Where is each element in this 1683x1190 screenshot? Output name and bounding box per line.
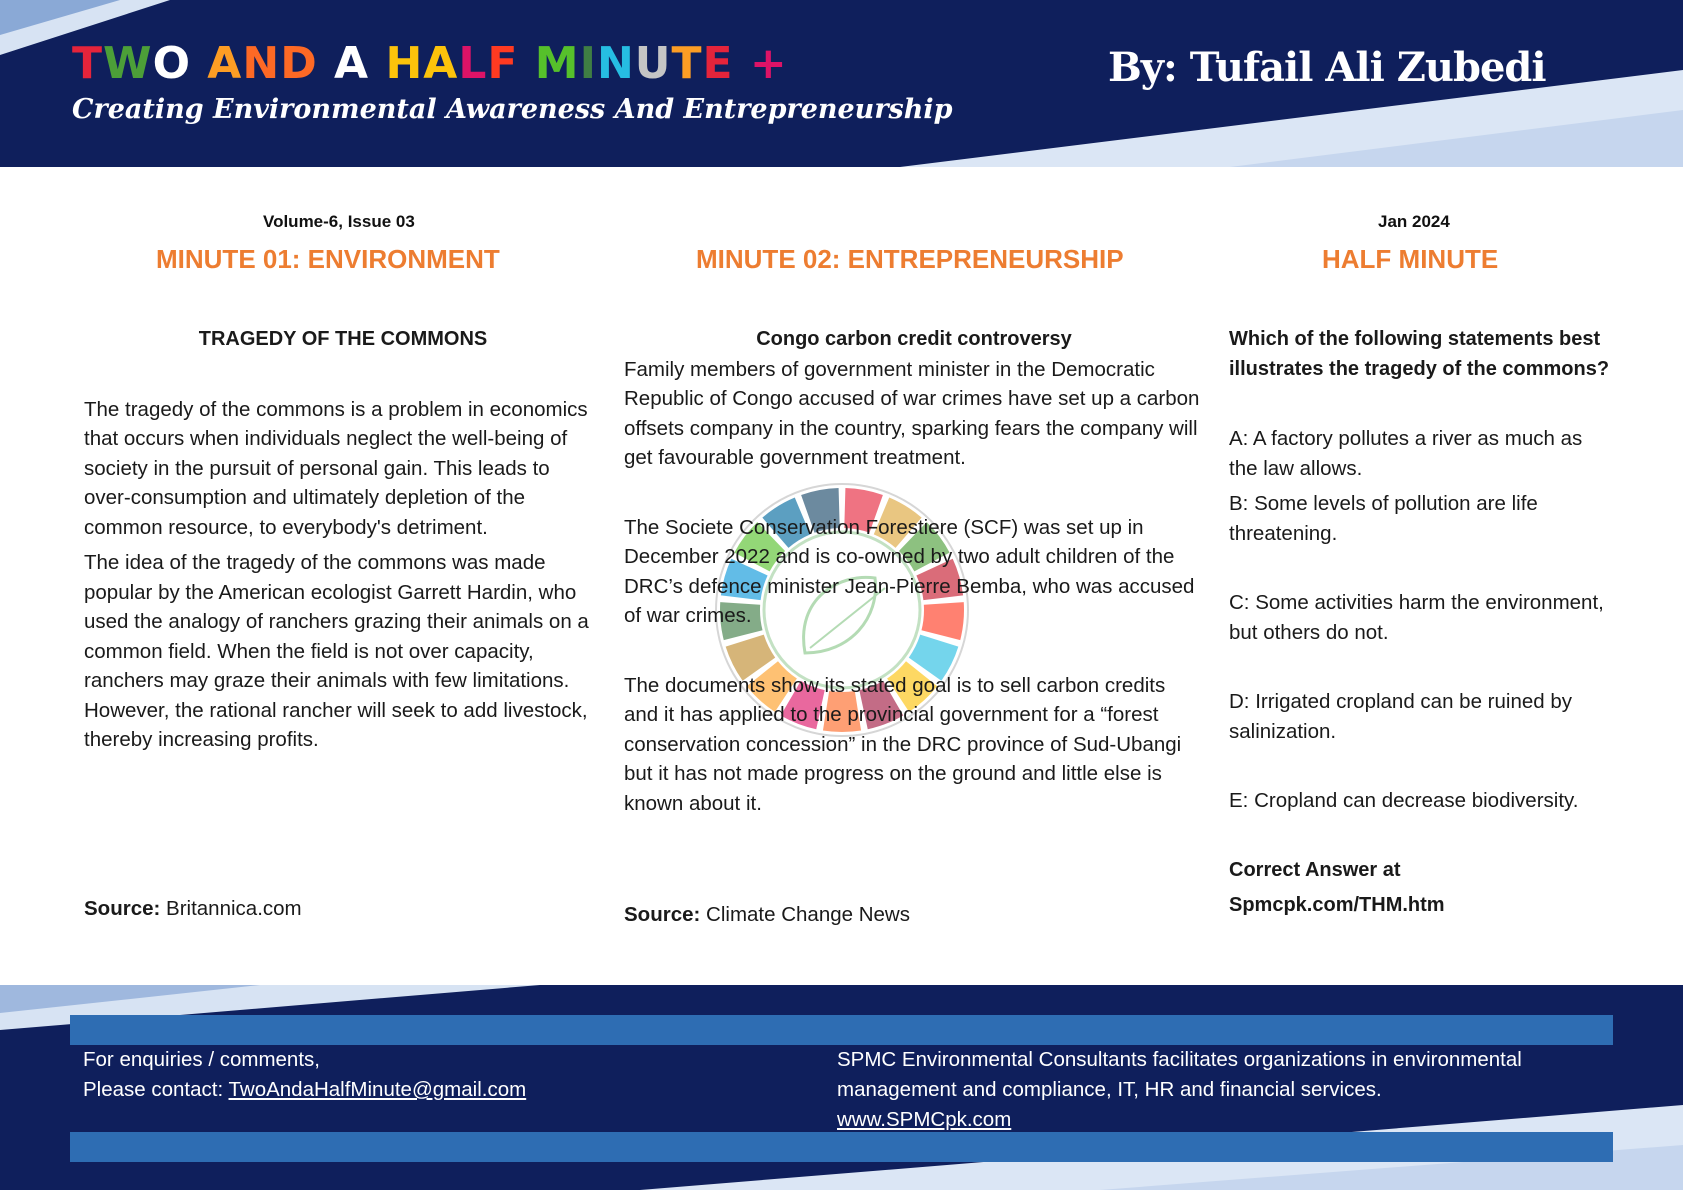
minute2-source-label: Source: <box>624 903 701 926</box>
title-letter: U <box>634 38 672 89</box>
answer-link[interactable]: Spmcpk.com/THM.htm <box>1229 894 1445 916</box>
footer-contact <box>83 1045 783 1105</box>
enquiry-line: For enquiries / comments, <box>83 1048 320 1071</box>
title-letter <box>318 38 334 89</box>
contact-label: Please contact: <box>83 1078 229 1101</box>
minute2-source <box>624 900 1184 930</box>
newsletter-title <box>72 38 788 89</box>
title-letter: T <box>671 38 703 89</box>
minute1-source-label: Source: <box>84 897 161 920</box>
title-letter: N <box>596 38 635 89</box>
footer-band-bottom <box>70 1132 1613 1162</box>
quiz-option-e: E: Cropland can decrease biodiversity. <box>1229 789 1579 812</box>
title-letter: I <box>579 38 597 89</box>
quiz-option-a: A: A factory pollutes a river as much as the law allows. <box>1229 427 1583 480</box>
title-letter: A <box>207 38 243 89</box>
minute1-article-title: TRAGEDY OF THE COMMONS <box>198 328 488 350</box>
minute2-paragraph-3: The documents show its stated goal is to sell carbon credits and it has applied to the provincial government for a “forest conservation concession” in the DRC province of Sud-Ubangi but it has not made progress on the ground and little else is known about it. <box>624 673 1182 815</box>
company-description: SPMC Environmental Consultants facilitates organizations in environmental management and compliance, IT, HR and financial services. <box>837 1048 1522 1101</box>
title-letter: A <box>334 38 370 89</box>
quiz-question: Which of the following statements best illustrates the tragedy of the commons? <box>1229 328 1610 380</box>
minute2-paragraph-2: The Societe Conservation Forestiere (SCF) was set up in December 2022 and is co-owned by two adult children of the DRC’s defence minister Jean-Pierre Bemba, who was accused of war crimes. <box>624 515 1195 627</box>
title-letter: O <box>152 38 191 89</box>
header-banner <box>0 0 1683 167</box>
contact-email-link[interactable]: TwoAndaHalfMinute@gmail.com <box>228 1078 527 1101</box>
title-letter: N <box>242 38 281 89</box>
title-letter: D <box>280 38 318 89</box>
title-letter <box>369 38 385 89</box>
minute1-paragraph-2: The idea of the tragedy of the commons was made popular by the American ecologist Garrett Hardin, who used the analogy of ranchers grazing their animals on a common field. When the field is not over capacity, ranchers may graze their animals with few limitations. However, the rational rancher will seek to add livestock, thereby increasing profits. <box>84 551 589 751</box>
title-letter: + <box>749 38 788 89</box>
minute1-source <box>84 894 602 924</box>
minute2-heading: MINUTE 02: ENTREPRENEURSHIP <box>696 244 1124 274</box>
quiz-option-b: B: Some levels of pollution are life threatening. <box>1229 492 1538 545</box>
title-letter: H <box>385 38 424 89</box>
title-letter: E <box>702 38 734 89</box>
title-letter: W <box>103 38 153 89</box>
quiz-option-c: C: Some activities harm the environment, but others do not. <box>1229 591 1604 644</box>
minute1-column <box>84 325 602 755</box>
quiz-option-d: D: Irrigated cropland can be ruined by salinization. <box>1229 690 1573 743</box>
title-letter <box>518 38 534 89</box>
title-letter: M <box>534 38 580 89</box>
minute1-source-text: Britannica.com <box>166 897 302 920</box>
title-letter <box>734 38 750 89</box>
title-letter <box>191 38 207 89</box>
volume-issue: Volume-6, Issue 03 <box>263 212 415 231</box>
footer-company <box>837 1045 1597 1135</box>
footer-band-top <box>70 1015 1613 1045</box>
title-letter: A <box>423 38 459 89</box>
minute2-article-title: Congo carbon credit controversy <box>756 328 1072 350</box>
minute2-paragraph-1: Family members of government minister in the Democratic Republic of Congo accused of war crimes have set up a carbon offsets company in the country, sparking fears the company will get favourable government treatment. <box>624 357 1200 469</box>
half-minute-heading: HALF MINUTE <box>1322 244 1499 274</box>
minute1-paragraph-1: The tragedy of the commons is a problem in economics that occurs when individuals neglect the well-being of society in the pursuit of personal gain. This leads to over-consumption and ultimately depletion of the common resource, to everybody's detriment. <box>84 397 588 539</box>
contact-line <box>83 1075 783 1105</box>
answer-label: Correct Answer at <box>1229 858 1401 881</box>
title-letter: T <box>72 38 104 89</box>
minute2-source-text: Climate Change News <box>706 903 910 926</box>
minute1-heading: MINUTE 01: ENVIRONMENT <box>156 244 500 274</box>
website-link[interactable]: www.SPMCpk.com <box>837 1108 1012 1131</box>
issue-date: Jan 2024 <box>1378 212 1450 231</box>
footer-banner <box>0 985 1683 1190</box>
newsletter-subtitle: Creating Environmental Awareness And Entrepreneurship <box>72 94 953 125</box>
half-minute-column <box>1229 325 1614 921</box>
author-byline: By: Tufail Ali Zubedi <box>1108 44 1546 91</box>
minute2-column <box>624 325 1204 818</box>
title-letter: L <box>458 38 488 89</box>
title-letter: F <box>487 38 519 89</box>
